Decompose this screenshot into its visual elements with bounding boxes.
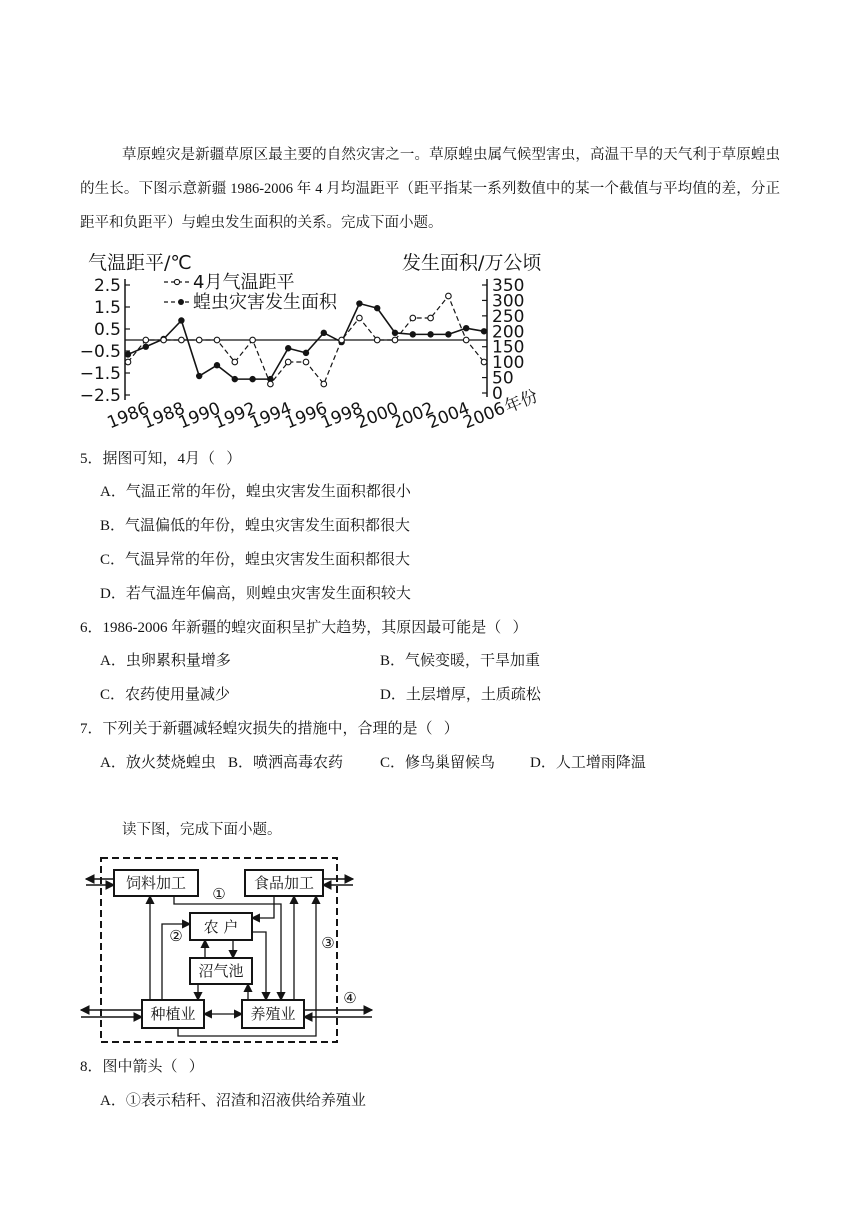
legend-locust-swatch-marker: [178, 299, 184, 305]
marker-4: ④: [343, 989, 357, 1007]
temperature-anomaly-point: [339, 337, 345, 343]
right-y-tick-label: 350: [492, 276, 525, 296]
legend: [164, 272, 338, 313]
left-y-tick-label: −0.5: [80, 342, 121, 362]
x-tick-label: 2004: [424, 398, 473, 434]
q7-option-b: B．喷洒高毒农药: [228, 755, 344, 771]
x-tick-label: 1996: [282, 398, 331, 434]
x-tick-label: 2002: [389, 398, 437, 434]
x-axis-label: 年份: [501, 386, 541, 418]
q5-option-a: A．气温正常的年份，蝗虫灾害发生面积都很小: [100, 484, 411, 500]
x-tick-label: 2006: [460, 398, 509, 434]
temperature-anomaly-point: [232, 359, 238, 365]
right-y-tick-label: 250: [492, 306, 525, 327]
marker-3: ③: [321, 934, 335, 952]
locust-area-point: [445, 331, 451, 337]
right-y-tick-label: 50: [492, 368, 514, 389]
temperature-anomaly-point: [268, 381, 274, 387]
temperature-anomaly-point: [285, 359, 291, 365]
locust-area-point: [285, 345, 291, 351]
locust-area-point: [196, 373, 202, 379]
left-y-tick-label: −2.5: [80, 386, 121, 406]
q7-option-d: D．人工增雨降温: [530, 755, 646, 771]
locust-area-point: [321, 330, 327, 336]
q7-option-c: C．修鸟巢留候鸟: [380, 755, 496, 771]
locust-area-point: [143, 344, 149, 350]
q6-option-a: A．虫卵累积量增多: [100, 653, 231, 669]
section2-lead: 读下图，完成下面小题。: [122, 822, 282, 838]
temperature-anomaly-point: [321, 381, 327, 387]
temperature-anomaly-point: [125, 359, 131, 365]
locust-area-point: [427, 331, 433, 337]
locust-area-point: [410, 331, 416, 337]
locust-area-point: [232, 376, 238, 382]
q8-stem: 8．图中箭头（ ）: [80, 1059, 204, 1075]
marker-2: ②: [169, 927, 183, 945]
temperature-anomaly-point: [410, 315, 416, 321]
locust-area-point: [249, 376, 255, 382]
temperature-anomaly-point: [392, 337, 398, 343]
q6-option-b: B．气候变暖，干旱加重: [380, 653, 541, 669]
feed-processing-label: 饲料加工: [125, 874, 187, 892]
x-tick-label: 1994: [246, 398, 295, 434]
temperature-anomaly-point: [481, 359, 487, 365]
temperature-anomaly-point: [374, 337, 380, 343]
breeding-label: 养殖业: [250, 1005, 296, 1023]
planting-label: 种植业: [150, 1005, 196, 1023]
temperature-anomaly-point: [143, 337, 149, 343]
locust-area-point: [125, 351, 131, 357]
locust-area-point: [214, 362, 220, 368]
temperature-anomaly-point: [463, 337, 469, 343]
temperature-anomaly-point: [357, 315, 363, 321]
q5-stem: 5．据图可知，4月（ ）: [80, 451, 242, 467]
agriculture-cycle-diagram: [78, 852, 378, 1047]
legend-temperature-swatch-marker: [174, 279, 179, 284]
x-tick-label: 1992: [211, 398, 259, 434]
q6-option-d: D．土层增厚，土质疏松: [380, 687, 541, 703]
household-label: 农 户: [203, 918, 239, 936]
locust-area-point: [463, 325, 469, 331]
right-y-tick-label: 200: [492, 322, 525, 343]
legend-temperature-label: 4月气温距平: [193, 272, 295, 293]
right-y-tick-label: 300: [492, 291, 525, 312]
locust-area-point: [374, 305, 380, 311]
y-right-axis-title: 发生面积/万公顷: [402, 252, 542, 274]
temperature-anomaly-point: [250, 337, 256, 343]
left-y-tick-label: 0.5: [93, 320, 121, 340]
q5-option-c: C．气温异常的年份，蝗虫灾害发生面积都很大: [100, 552, 411, 568]
q8-option-a: A．①表示秸秆、沼渣和沼液供给养殖业: [100, 1093, 366, 1109]
temperature-anomaly-point: [214, 337, 220, 343]
marker-1: ①: [212, 885, 226, 903]
x-tick-label: 1988: [140, 398, 188, 434]
temperature-anomaly-point: [446, 293, 452, 299]
right-y-tick-label: 100: [492, 353, 525, 374]
left-y-tick-label: −1.5: [80, 364, 121, 384]
locust-area-point: [481, 328, 487, 334]
temperature-anomaly-point: [428, 315, 434, 321]
temperature-anomaly-point: [179, 337, 185, 343]
legend-locust-label: 蝗虫灾害发生面积: [193, 292, 337, 313]
y-left-axis-title: 气温距平/℃: [88, 252, 192, 274]
q7-stem: 7．下列关于新疆减轻蝗灾损失的措施中，合理的是（ ）: [80, 721, 459, 737]
x-tick-label: 1990: [175, 398, 224, 434]
q5-option-d: D．若气温连年偏高，则蝗虫灾害发生面积较大: [100, 586, 411, 602]
q7-option-a: A．放火焚烧蝗虫: [100, 755, 216, 771]
locust-area-point: [392, 330, 398, 336]
locust-area-point: [303, 350, 309, 356]
x-tick-label: 2000: [353, 398, 402, 434]
food-to-household-arrow: [252, 896, 274, 918]
temperature-locust-chart: [80, 245, 545, 435]
locust-area-point: [356, 300, 362, 306]
temperature-anomaly-point: [161, 337, 167, 343]
q6-option-c: C．农药使用量减少: [100, 687, 231, 703]
temperature-anomaly-point: [303, 359, 309, 365]
right-y-tick-label: 0: [492, 384, 503, 404]
household-to-breeding-arrow: [252, 932, 266, 1000]
temperature-anomaly-point: [196, 337, 202, 343]
locust-area-point: [178, 317, 184, 323]
q6-stem: 6．1986-2006 年新疆的蝗灾面积呈扩大趋势，其原因最可能是（ ）: [80, 620, 528, 636]
q5-option-b: B．气温偏低的年份，蝗虫灾害发生面积都很大: [100, 518, 411, 534]
right-y-tick-label: 150: [492, 337, 525, 358]
x-tick-label: 1998: [318, 398, 366, 434]
food-processing-label: 食品加工: [253, 874, 315, 892]
left-y-tick-label: 2.5: [93, 276, 121, 296]
intro-paragraph: 草原蝗灾是新疆草原区最主要的自然灾害之一。草原蝗虫属气候型害虫，高温干旱的天气利于草原蝗虫的生长。下图示意新疆 1986-2006 年 4 月均温距平（距平指某一系列数值中的某一个截值与平均值的差，分正距平和负距平）与蝗虫发生面积的关系。完成下面小题。: [80, 147, 780, 231]
biogas-pool-label: 沼气池: [198, 962, 244, 980]
x-tick-label: 1986: [104, 398, 153, 434]
left-y-tick-label: 1.5: [93, 298, 121, 318]
